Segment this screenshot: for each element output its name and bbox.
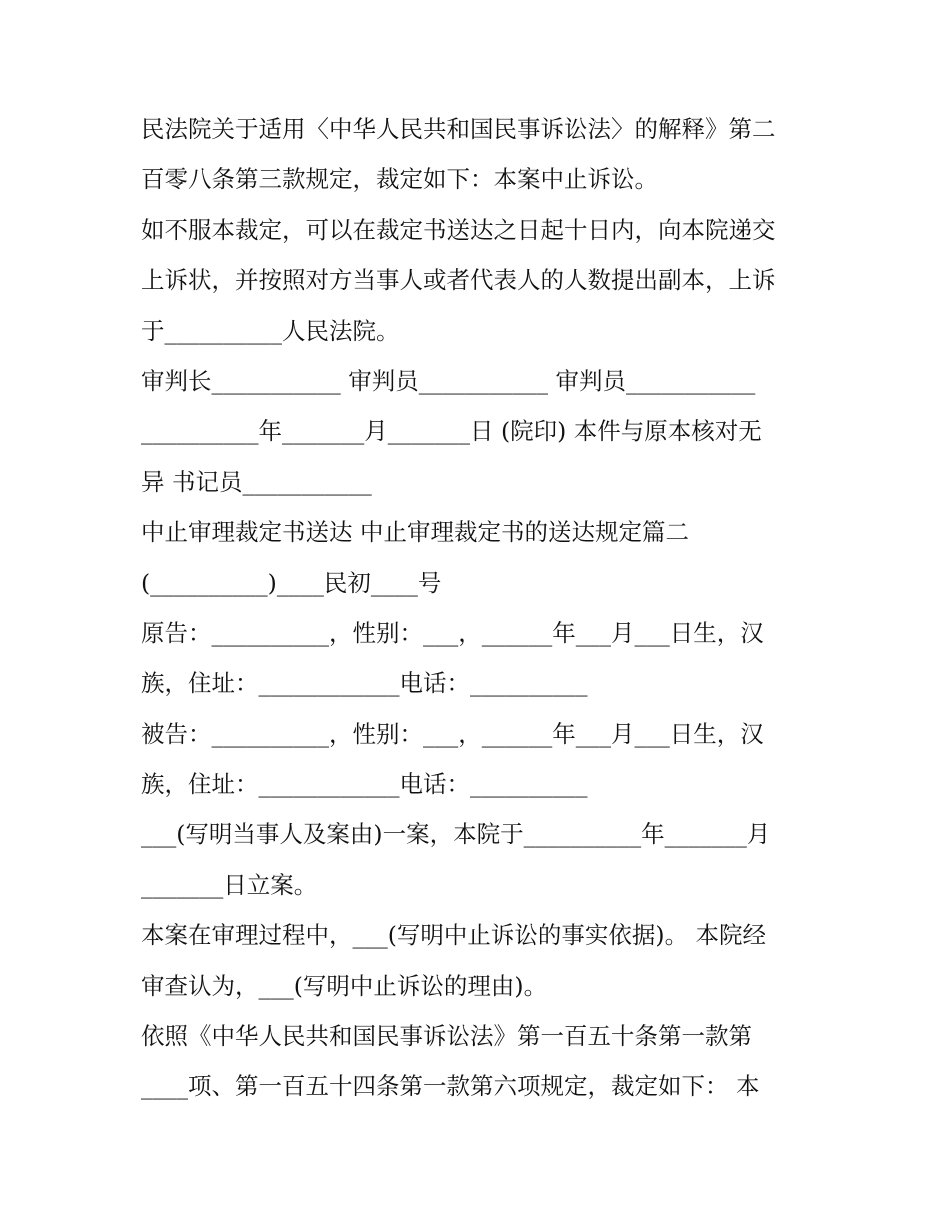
text-line: _______日立案。 (141, 870, 318, 899)
text-line: 百零八条第三款规定，裁定如下：本案中止诉讼。 (141, 165, 658, 194)
text-line: 如不服本裁定，可以在裁定书送达之日起十日内，向本院递交 (141, 215, 776, 244)
text-line: ___(写明当事人及案由)一案，本院于__________年_______月 (141, 820, 771, 849)
plaintiff-line: 原告：__________，性别：___，______年___月___日生，汉 (141, 618, 764, 647)
text-line: 本案在审理过程中，___(写明中止诉讼的事实依据)。 本院经 (141, 921, 767, 950)
date-seal-line: __________年_______月_______日 (院印) 本件与原本核对无 (141, 417, 762, 446)
text-line: 民法院关于适用〈中华人民共和国民事诉讼法〉的解释》第二 (141, 115, 776, 143)
clerk-line: 异 书记员___________ (141, 467, 372, 496)
case-number-line: (__________)____民初____号 (141, 568, 442, 597)
signature-line: 审判长___________ 审判员___________ 审判员___________ (141, 366, 756, 395)
text-line: 审查认为，___(写明中止诉讼的理由)。 (141, 971, 548, 1000)
text-line: 依照《中华人民共和国民事诉讼法》第一百五十条第一款第 (141, 1022, 752, 1051)
section-heading: 中止审理裁定书送达 中止审理裁定书的送达规定篇二 (141, 518, 689, 547)
document-body (141, 104, 821, 1112)
text-line: 上诉状，并按照对方当事人或者代表人的人数提出副本，上诉 (141, 266, 776, 295)
defendant-line: 被告：__________，性别：___，______年___月___日生，汉 (141, 719, 764, 748)
defendant-address-line: 族，住址：____________电话：__________ (141, 770, 588, 799)
text-line: 于__________人民法院。 (141, 316, 400, 345)
plaintiff-address-line: 族，住址：____________电话：__________ (141, 669, 588, 698)
text-line: ____项、第一百五十四条第一款第六项规定，裁定如下： 本 (141, 1072, 760, 1101)
